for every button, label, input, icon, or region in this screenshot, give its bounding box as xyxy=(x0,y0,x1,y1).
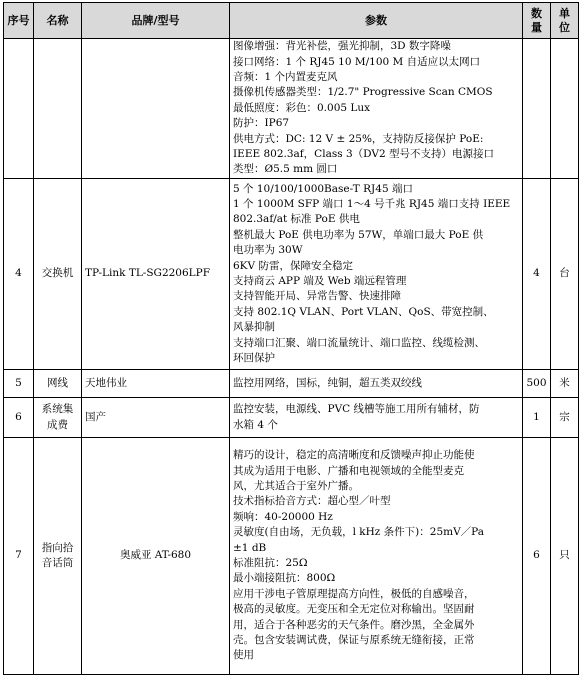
param-line: 整机最大 PoE 供电功率为 57W，单端口最大 PoE 供 xyxy=(233,228,484,241)
param-line: 支持端口汇聚、端口流量统计、端口监控、线缆检测、 xyxy=(233,336,485,349)
row-brand: 奥威亚 AT-680 xyxy=(82,438,230,675)
row-params xyxy=(230,39,523,179)
header-name: 名称 xyxy=(34,3,82,39)
param-line: 供电方式：DC: 12 V ± 25%，支持防反接保护 PoE: xyxy=(233,132,484,145)
param-line: 精巧的设计，稳定的高清晰度和反馈噪声抑止功能使 xyxy=(233,449,475,462)
param-line: 类型：Ø5.5 mm 圆口 xyxy=(233,163,338,176)
row-brand xyxy=(82,39,230,179)
param-line: 最低照度：彩色：0.005 Lux xyxy=(233,101,371,114)
param-line: 1 个 1000M SFP 端口 1～4 号千兆 RJ45 端口支持 IEEE xyxy=(233,197,511,210)
param-line: ±1 dB xyxy=(233,541,267,554)
param-line: 音频：1 个内置麦克风 xyxy=(233,70,338,83)
param-line: 支持 802.1Q VLAN、Port VLAN、QoS、带宽控制、 xyxy=(233,305,494,318)
param-line: 风，尤其适合于室外广播。 xyxy=(233,479,359,492)
header-qty: 数量 xyxy=(523,3,551,39)
param-line: 6KV 防雷，保障安全稳定 xyxy=(233,259,353,272)
row-params xyxy=(230,179,523,370)
row-no: 5 xyxy=(4,370,34,398)
param-line: 使用 xyxy=(233,649,254,662)
row-qty: 500 xyxy=(523,370,551,398)
row-no: 7 xyxy=(4,438,34,675)
param-line: 用，适合于各种恶劣的天气条件。磨沙黑，全金属外 xyxy=(233,618,475,631)
row-qty: 4 xyxy=(523,179,551,370)
table-row xyxy=(4,370,579,398)
param-line: 接口网络：1 个 RJ45 10 M/100 M 自适应以太网口 xyxy=(233,55,481,68)
row-params xyxy=(230,370,523,398)
param-line: 频响：40-20000 Hz xyxy=(233,510,333,523)
row-name: 系统集成费 xyxy=(34,398,82,438)
param-line: IEEE 802.3af，Class 3（DV2 型号不支持）电源接口 xyxy=(233,148,494,161)
row-name: 交换机 xyxy=(34,179,82,370)
row-brand: TP-Link TL-SG2206LPF xyxy=(82,179,230,370)
header-brand: 品牌/型号 xyxy=(82,3,230,39)
row-name xyxy=(34,39,82,179)
row-unit: 宗 xyxy=(551,398,579,438)
row-unit: 台 xyxy=(551,179,579,370)
row-brand: 天地伟业 xyxy=(82,370,230,398)
param-line: 灵敏度(自由场，无负载，l kHz 条件下)：25mV／Pa xyxy=(233,526,485,539)
row-name: 指向拾音话筒 xyxy=(34,438,82,675)
param-line: 标准阻抗：25Ω xyxy=(233,557,308,569)
row-qty: 1 xyxy=(523,398,551,438)
param-line: 壳。包含安装调试费，保证与原系统无缝衔接，正常 xyxy=(233,634,475,647)
row-params xyxy=(230,438,523,675)
row-qty xyxy=(523,39,551,179)
param-line: 图像增强：背光补偿，强光抑制，3D 数字降噪 xyxy=(233,40,451,53)
param-line: 802.3af/at 标准 PoE 供电 xyxy=(233,213,360,226)
param-line: 环回保护 xyxy=(233,352,275,365)
row-unit: 米 xyxy=(551,370,579,398)
table-row xyxy=(4,179,579,370)
param-line: 应用干涉电子管原理提高方向性，极低的自感噪音， xyxy=(233,587,475,600)
param-line: 最小端接阻抗：800Ω xyxy=(233,572,336,585)
header-no: 序号 xyxy=(4,3,34,39)
table-row xyxy=(4,438,579,675)
param-line: 监控安装，电源线、PVC 线槽等施工用所有辅材，防 xyxy=(233,403,480,416)
row-no: 6 xyxy=(4,398,34,438)
param-line: 监控用网络，国标，纯铜，超五类双绞线 xyxy=(233,376,422,389)
param-line: 电功率为 30W xyxy=(233,244,303,257)
param-line: 支持商云 APP 端及 Web 端远程管理 xyxy=(233,275,407,287)
param-line: 其成为适用于电影、广播和电视领域的全能型麦克 xyxy=(233,464,464,477)
table-row xyxy=(4,398,579,438)
param-line: 技术指标拾音方式：超心型／叶型 xyxy=(233,495,391,508)
param-line: 防护：IP67 xyxy=(233,117,290,130)
header-row xyxy=(4,3,579,39)
row-unit: 只 xyxy=(551,438,579,675)
param-line: 水箱 4 个 xyxy=(233,418,278,431)
param-line: 5 个 10/100/1000Base-T RJ45 端口 xyxy=(233,182,413,195)
header-params: 参数 xyxy=(230,3,523,39)
row-unit xyxy=(551,39,579,179)
param-line: 支持智能开局、异常告警、快速排障 xyxy=(233,290,401,303)
param-line: 摄像机传感器类型：1/2.7" Progressive Scan CMOS xyxy=(233,86,493,99)
row-no: 4 xyxy=(4,179,34,370)
row-params xyxy=(230,398,523,438)
row-qty: 6 xyxy=(523,438,551,675)
row-no xyxy=(4,39,34,179)
table-row xyxy=(4,39,579,179)
row-brand: 国产 xyxy=(82,398,230,438)
param-line: 极高的灵敏度。无变压和全无定位对称输出。坚固耐 xyxy=(233,603,475,616)
equipment-table xyxy=(3,2,579,675)
row-name: 网线 xyxy=(34,370,82,398)
header-unit: 单位 xyxy=(551,3,579,39)
param-line: 风暴抑制 xyxy=(233,321,275,334)
